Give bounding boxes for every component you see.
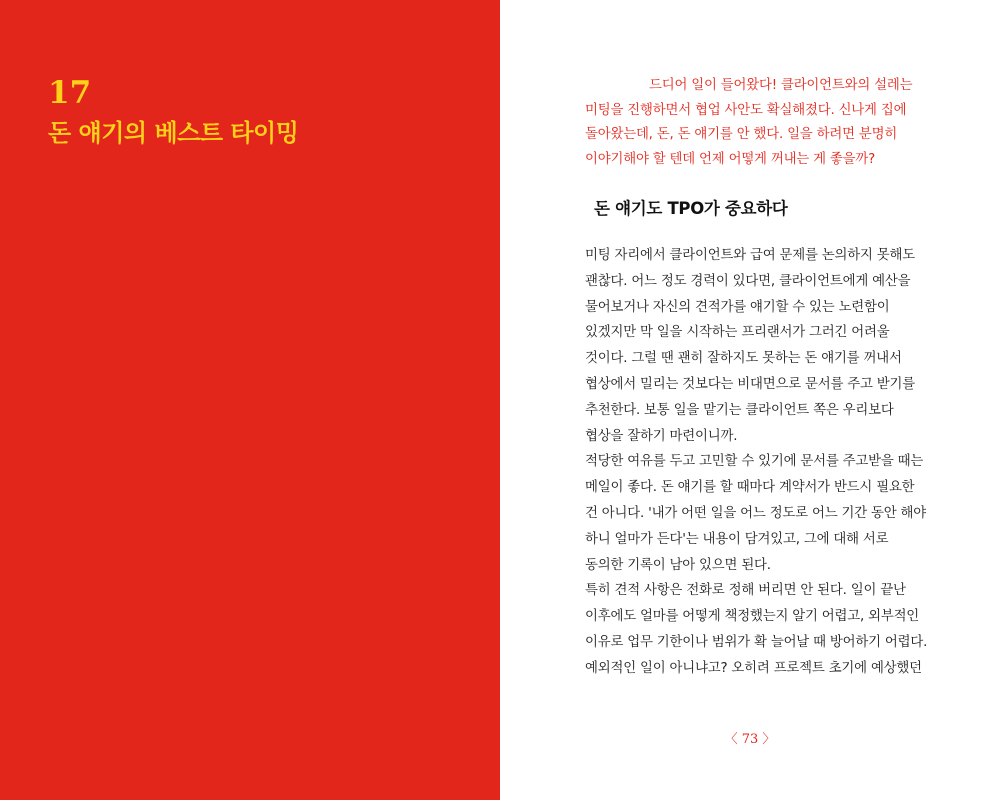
body-line: 건 아니다. '내가 어떤 일을 어느 정도로 어느 기간 동안 해야 (585, 505, 927, 521)
intro-line: 이야기해야 할 텐데 언제 어떻게 꺼내는 게 좋을까? (585, 151, 876, 167)
body-line: 있겠지만 막 일을 시작하는 프리랜서가 그러긴 어려울 (585, 325, 890, 341)
section-heading: 돈 얘기도 TPO가 중요하다 (594, 199, 788, 218)
right-page (500, 0, 1000, 800)
body-line: 메일이 좋다. 돈 얘기를 할 때마다 계약서가 반드시 필요한 (585, 480, 915, 496)
body-line: 미팅 자리에서 클라이언트와 급여 문제를 논의하지 못해도 (585, 248, 915, 263)
chapter-number: 17 (48, 75, 92, 111)
body-line: 특히 견적 사항은 전화로 정해 버리면 안 된다. 일이 끝난 (585, 583, 906, 599)
intro-line: 드디어 일이 들어왔다! 클라이언트와의 설레는 (649, 78, 913, 93)
body-line: 동의한 기록이 남아 있으면 된다. (585, 557, 771, 573)
body-text (585, 243, 945, 682)
body-line: 이후에도 얼마를 어떻게 책정했는지 알기 어렵고, 외부적인 (585, 609, 920, 625)
body-line: 협상을 잘하기 마련이니까. (585, 428, 738, 444)
intro-line: 미팅을 진행하면서 협업 사안도 확실해졌다. 신나게 집에 (585, 102, 907, 118)
body-line: 예외적인 일이 아니냐고? 오히려 프로젝트 초기에 예상했던 (585, 660, 922, 676)
body-line: 추천한다. 보통 일을 맡기는 클라이언트 쪽은 우리보다 (585, 402, 894, 418)
body-line: 적당한 여유를 두고 고민할 수 있기에 문서를 주고받을 때는 (585, 454, 924, 470)
body-line: 이유로 업무 기한이나 범위가 확 늘어날 때 방어하기 어렵다. (585, 634, 928, 650)
body-line: 것이다. 그럴 땐 괜히 잘하지도 못하는 돈 얘기를 꺼내서 (585, 351, 902, 367)
body-line: 협상에서 밀리는 것보다는 비대면으로 문서를 주고 받기를 (585, 376, 915, 392)
intro-line: 돌아왔는데, 돈, 돈 얘기를 안 했다. 일을 하려면 분명히 (585, 127, 898, 142)
body-line: 물어보거나 자신의 견적가를 얘기할 수 있는 노련함이 (585, 299, 890, 315)
page-number: 〈 73 〉 (724, 732, 776, 747)
body-line: 괜찮다. 어느 정도 경력이 있다면, 클라이언트에게 예산을 (585, 273, 911, 289)
intro-paragraph (585, 74, 945, 172)
chapter-title: 돈 얘기의 베스트 타이밍 (48, 119, 299, 147)
body-line: 하니 얼마가 든다'는 내용이 담겨있고, 그에 대해 서로 (585, 531, 889, 547)
